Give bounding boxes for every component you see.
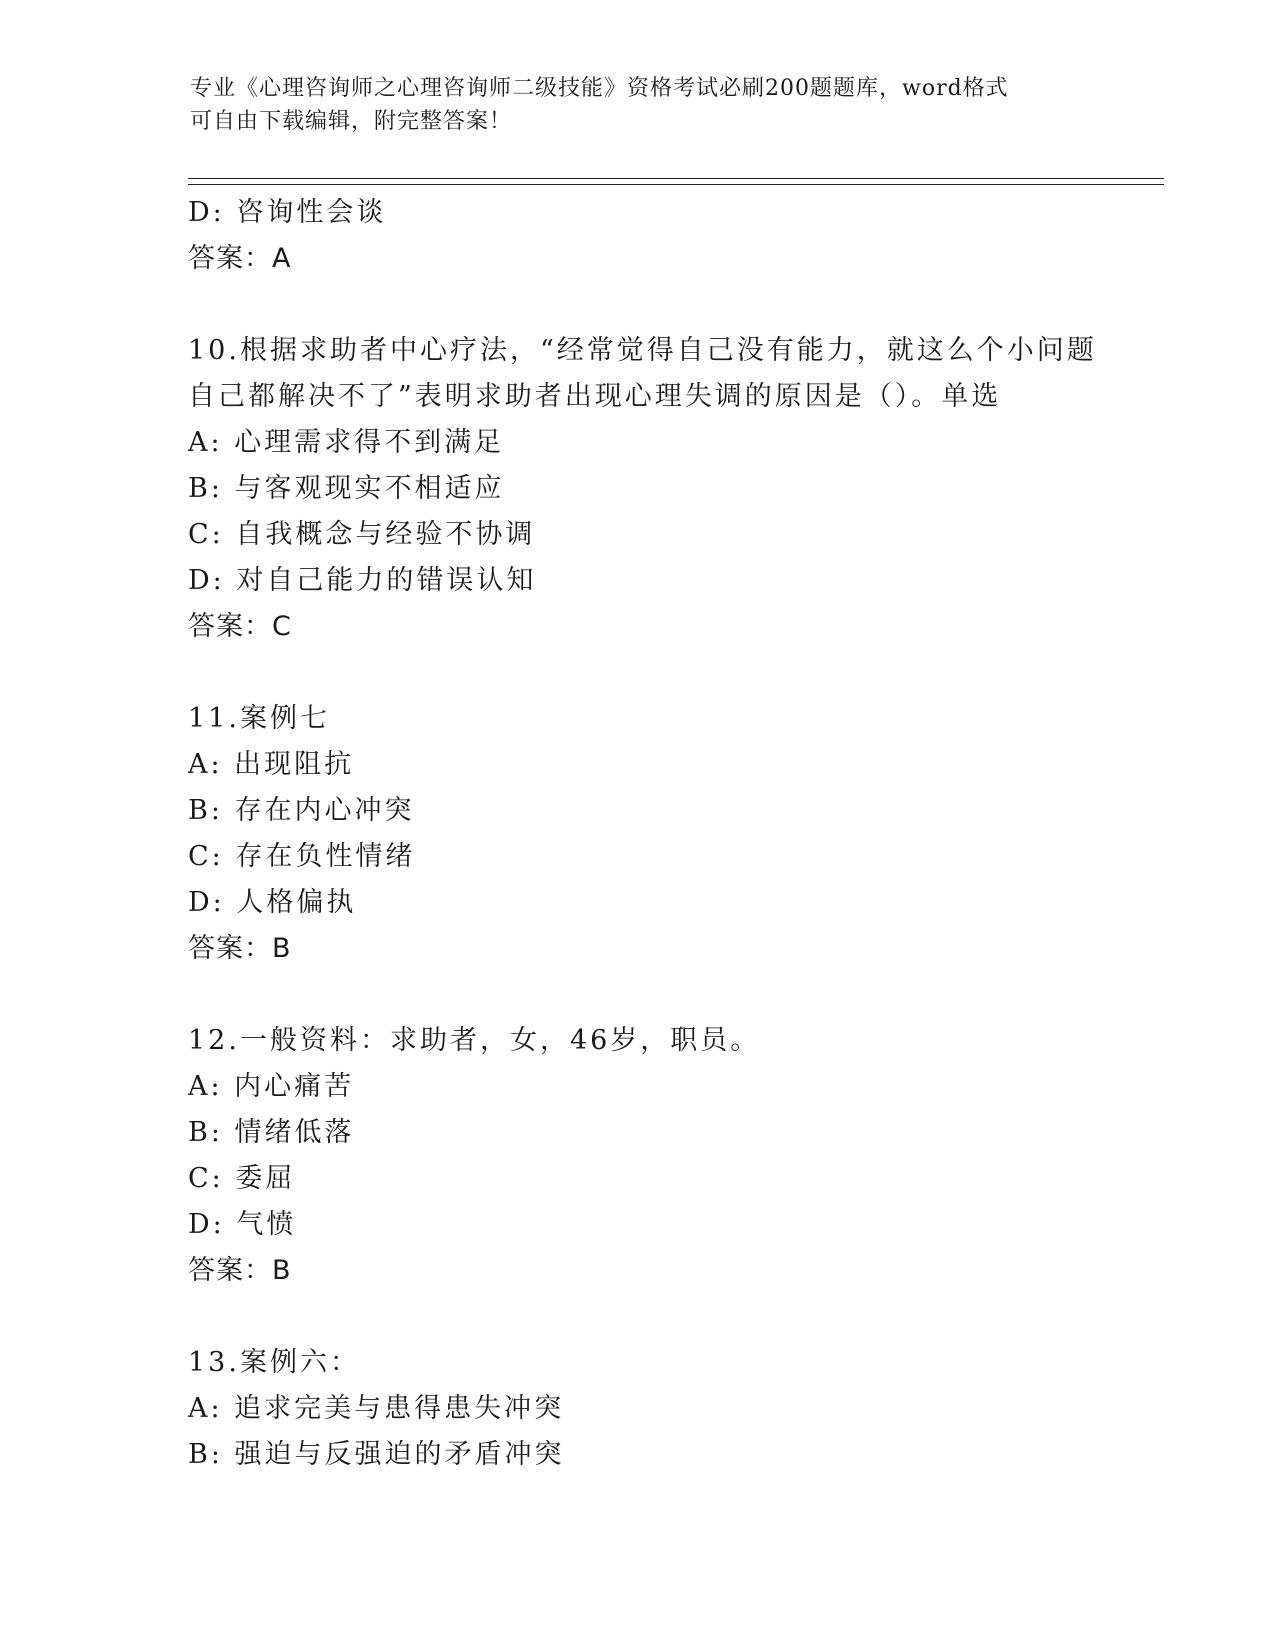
option-b: B: 与客观现实不相适应: [188, 473, 505, 504]
answer-line: 答案：C: [188, 611, 292, 642]
answer-line: 答案：B: [188, 1255, 292, 1286]
question-text-line: 13.案例六：: [188, 1347, 360, 1378]
option-a: A: 出现阻抗: [188, 749, 355, 780]
header-rule-top: [188, 178, 1164, 179]
answer-line: 答案：A: [188, 243, 292, 274]
spacer: [188, 282, 1168, 328]
option-b: B: 情绪低落: [188, 1117, 355, 1148]
header-line-1: 专业《心理咨询师之心理咨询师二级技能》资格考试必刷200题题库，word格式: [190, 76, 1009, 101]
question-text-line: 11.案例七: [188, 703, 330, 734]
option-a: A: 心理需求得不到满足: [188, 427, 505, 458]
header-line-2: 可自由下载编辑，附完整答案！: [190, 109, 513, 134]
option-c: C: 存在负性情绪: [188, 841, 416, 872]
option-d: D: 气愤: [188, 1209, 297, 1240]
page-header: [190, 72, 1090, 138]
question-list: [188, 190, 1168, 1478]
option-d: D: 咨询性会谈: [188, 197, 387, 228]
option-b: B: 强迫与反强迫的矛盾冲突: [188, 1439, 565, 1470]
question-text-line: 12.一般资料：求助者，女，46岁，职员。: [188, 1025, 761, 1056]
question-text-line: 自己都解决不了”表明求助者出现心理失调的原因是（）。单选: [188, 381, 1002, 412]
option-d: D: 人格偏执: [188, 887, 357, 918]
option-a: A: 内心痛苦: [188, 1071, 355, 1102]
question-11: [188, 696, 1168, 972]
option-c: C: 委屈: [188, 1163, 296, 1194]
spacer: [188, 1294, 1168, 1340]
option-d: D: 对自己能力的错误认知: [188, 565, 537, 596]
option-c: C: 自我概念与经验不协调: [188, 519, 536, 550]
question-12: [188, 1018, 1168, 1294]
header-rule-bottom: [188, 184, 1164, 185]
option-a: A: 追求完美与患得患失冲突: [188, 1393, 565, 1424]
question-13: [188, 1340, 1168, 1478]
question-10: [188, 328, 1168, 650]
spacer: [188, 972, 1168, 1018]
answer-line: 答案：B: [188, 933, 292, 964]
question-text-line: 10.根据求助者中心疗法，“经常觉得自己没有能力，就这么个小问题: [188, 335, 1097, 366]
spacer: [188, 650, 1168, 696]
option-b: B: 存在内心冲突: [188, 795, 415, 826]
